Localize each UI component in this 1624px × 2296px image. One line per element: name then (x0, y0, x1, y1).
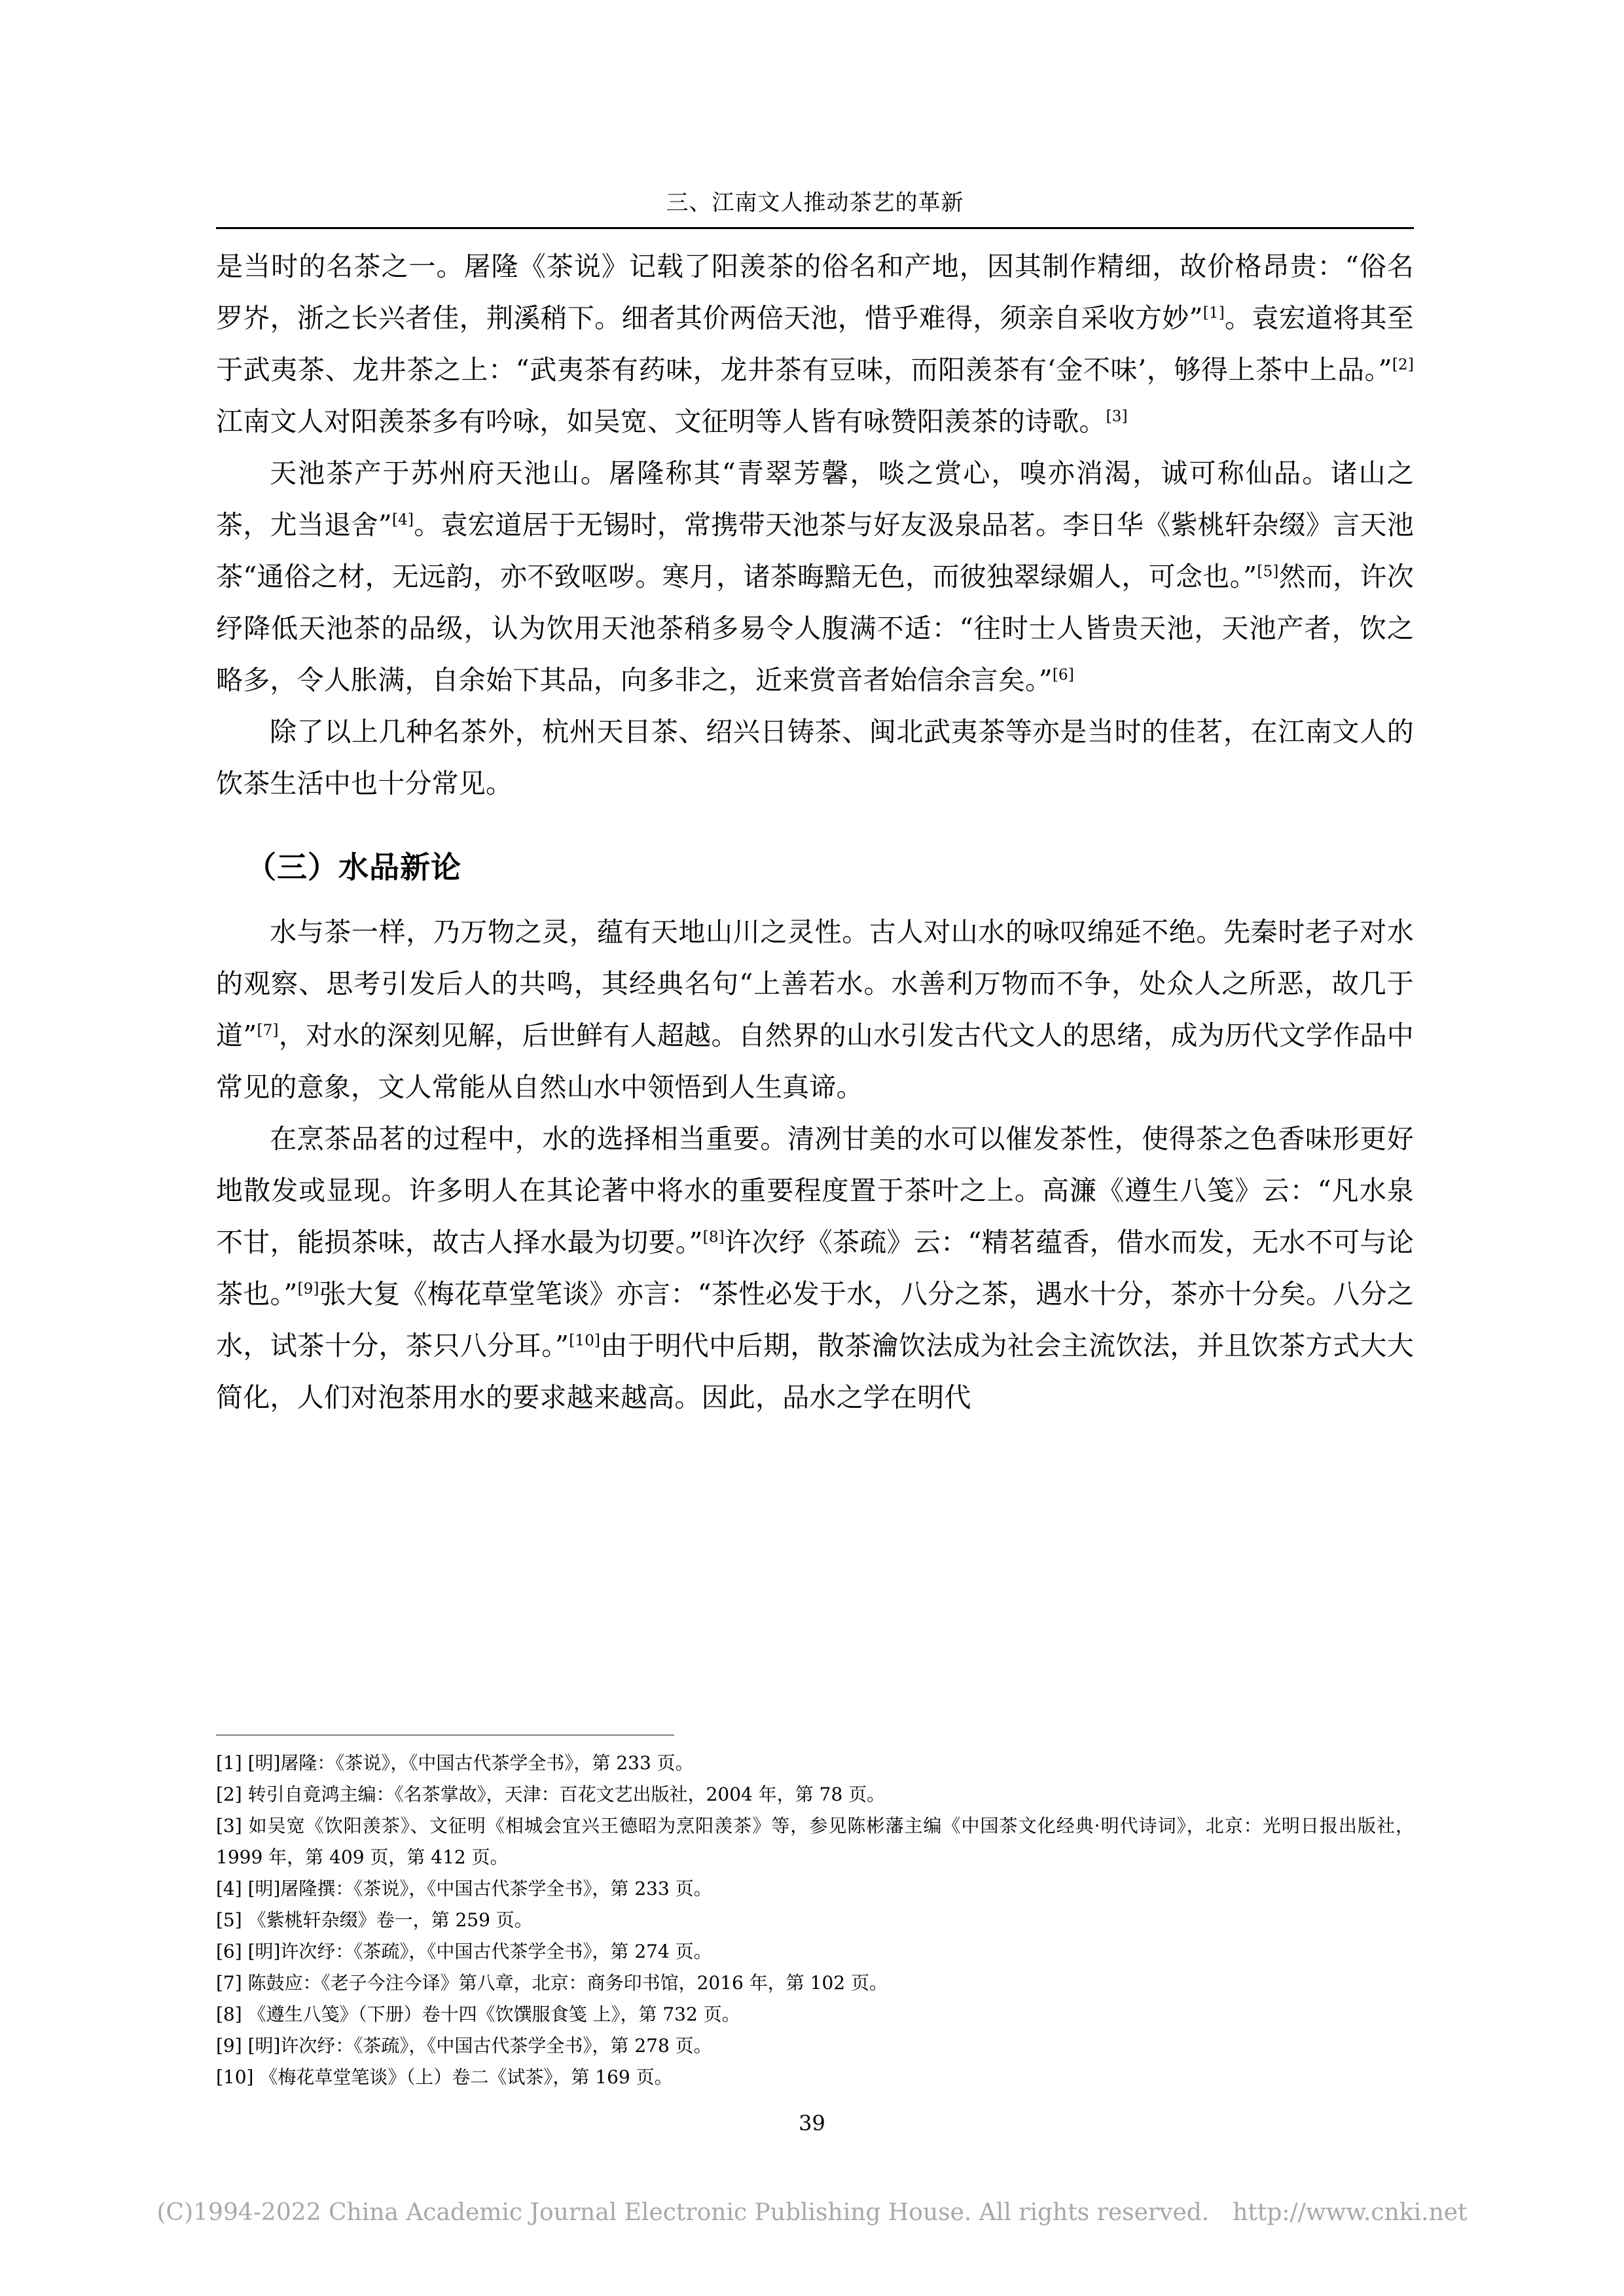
footnote-marker: [10] (216, 2066, 260, 2088)
page-content-column (216, 0, 1414, 1424)
body-text-block (216, 241, 1414, 810)
copyright-url: http://www.cnki.net (1233, 2199, 1468, 2226)
footnote-reference[interactable]: [7] (257, 1022, 279, 1039)
paragraph-text-run: 在烹茶品茗的过程中，水的选择相当重要。清冽甘美的水可以催发茶性，使得茶之色香味形更好地散发或显现。许多明人在其论著中将水的重要程度置于茶叶之上。高濂《遵生八笺》云：“凡水泉不甘，能损茶味，故古人择水最为切要。” (216, 1123, 1414, 1259)
section-heading: （三）水品新论 (246, 849, 461, 885)
footnote-reference[interactable]: [4] (391, 511, 414, 529)
running-head: 三、江南文人推动茶艺的革新 (666, 190, 964, 216)
header-rule (216, 227, 1414, 229)
footnote-marker: [9] (216, 2035, 248, 2056)
paragraph-group-upper (216, 241, 1414, 810)
paragraph-text-run: 由于明代中后期，散茶瀹饮法成为社会主流饮法，并且饮茶方式大大简化，人们对泡茶用水的要求越来越高。因此，品水之学在明代 (216, 1330, 1414, 1414)
footnote-item (216, 1905, 1414, 1936)
paragraph-group-section (216, 906, 1414, 1424)
paragraph-text-run: 是当时的名茶之一。屠隆《茶说》记载了阳羡茶的俗名和产地，因其制作精细，故价格昂贵：“俗名罗岕，浙之长兴者佳，荆溪稍下。细者其价两倍天池，惜乎难得，须亲自采收方妙” (216, 250, 1414, 334)
footnote-text: 如吴宽《饮阳羡茶》、文征明《相城会宜兴王德昭为烹阳羡茶》等，参见陈彬藩主编《中国茶文化经典·明代诗词》，北京：光明日报出版社，1999 年，第 409 页，第 412 页。 (216, 1815, 1414, 1868)
footnote-text: [明]屠隆：《茶说》，《中国古代茶学全书》，第 233 页。 (247, 1752, 694, 1774)
footnote-marker: [2] (216, 1784, 248, 1805)
copyright-text: (C)1994-2022 China Academic Journal Electronic Publishing House. All rights reserved. (156, 2199, 1210, 2226)
paragraph-text-run: 许次纾《茶疏》云：“精茗蕴香，借水而发，无水不可与论茶也。” (216, 1227, 1414, 1310)
footnote-item (216, 1936, 1414, 1967)
footnote-item (216, 1748, 1414, 1779)
footnote-reference[interactable]: [9] (297, 1280, 319, 1298)
footnote-marker: [1] (216, 1752, 248, 1774)
footnote-reference[interactable]: [10] (569, 1332, 601, 1350)
footnote-separator-rule (216, 1734, 674, 1736)
page-number: 39 (799, 2111, 825, 2136)
body-paragraph (216, 448, 1414, 706)
body-paragraph (216, 906, 1414, 1113)
paragraph-text-run: 除了以上几种名茶外，杭州天目茶、绍兴日铸茶、闽北武夷茶等亦是当时的佳茗，在江南文人的饮茶生活中也十分常见。 (216, 715, 1414, 799)
footnote-marker: [3] (216, 1815, 249, 1837)
paragraph-text-run: 然而，许次纾降低天池茶的品级，认为饮用天池茶稍多易令人腹满不适：“往时士人皆贵天池，天池产者，饮之略多，令人胀满，自余始下其品，向多非之，近来赏音者始信余言矣。” (216, 560, 1414, 696)
paragraph-text-run: 。袁宏道将其至于武夷茶、龙井茶之上：“武夷茶有药味，龙井茶有豆味，而阳羡茶有‘金不味’，够得上茶中上品。” (216, 302, 1414, 386)
footnote-reference[interactable]: [2] (1392, 356, 1414, 374)
paragraph-text-run: 江南文人对阳羡茶多有吟咏，如吴宽、文征明等人皆有咏赞阳羡茶的诗歌。 (216, 405, 1106, 437)
footnote-item (216, 2030, 1414, 2062)
footnote-item (216, 1810, 1414, 1873)
footnote-text: 《遵生八笺》（下册）卷十四《饮馔服食笺 上》，第 732 页。 (247, 2003, 740, 2025)
footnote-reference[interactable]: [6] (1052, 666, 1075, 684)
footnote-marker: [7] (216, 1972, 248, 1994)
footnote-text: 《梅花草堂笔谈》（上）卷二《试茶》，第 169 页。 (259, 2066, 673, 2088)
paragraph-text-run: 张大复《梅花草堂笔谈》亦言：“茶性必发于水，八分之茶，遇水十分，茶亦十分矣。八分之水，试茶十分，茶只八分耳。” (216, 1278, 1415, 1362)
paragraph-text-run: 水与茶一样，乃万物之灵，蕴有天地山川之灵性。古人对山水的咏叹绵延不绝。先秦时老子对水的观察、思考引发后人的共鸣，其经典名句“上善若水。水善利万物而不争，处众人之所恶，故几于道” (216, 916, 1414, 1052)
footnote-text: [明]许次纾：《茶疏》，《中国古代茶学全书》，第 278 页。 (247, 2035, 712, 2056)
footnote-text: [明]屠隆撰：《茶说》，《中国古代茶学全书》，第 233 页。 (247, 1878, 712, 1899)
footnote-item (216, 1873, 1414, 1905)
footnote-zone (216, 1734, 1414, 2093)
copyright-notice (0, 2199, 1624, 2226)
footnote-list (216, 1748, 1414, 2093)
footnote-reference[interactable]: [3] (1106, 408, 1128, 425)
paragraph-text-run: ，对水的深刻见解，后世鲜有人超越。自然界的山水引发古代文人的思绪，成为历代文学作品中常见的意象，文人常能从自然山水中领悟到人生真谛。 (216, 1020, 1414, 1103)
footnote-item (216, 1967, 1414, 1999)
footnote-marker: [5] (216, 1909, 248, 1931)
paragraph-text-run: 天池茶产于苏州府天池山。屠隆称其“青翠芳馨，啖之赏心，嗅亦消渴，诚可称仙品。诸山之茶，尤当退舍” (216, 457, 1414, 541)
body-paragraph (216, 1113, 1414, 1424)
footnote-text: [明]许次纾：《茶疏》，《中国古代茶学全书》，第 274 页。 (247, 1941, 712, 1962)
footnote-text: 转引自竟鸿主编：《名茶掌故》，天津：百花文艺出版社，2004 年，第 78 页。 (247, 1784, 886, 1805)
footnote-reference[interactable]: [1] (1202, 304, 1225, 322)
footnote-item (216, 1999, 1414, 2030)
footnote-marker: [8] (216, 2003, 248, 2025)
footnote-text: 陈鼓应：《老子今注今译》第八章，北京：商务印书馆，2016 年，第 102 页。 (247, 1972, 888, 1994)
footnote-item (216, 2062, 1414, 2093)
footnote-reference[interactable]: [5] (1257, 563, 1279, 581)
body-paragraph (216, 706, 1414, 810)
footnote-marker: [6] (216, 1941, 248, 1962)
body-paragraph (216, 241, 1414, 448)
paragraph-text-run: 。袁宏道居于无锡时，常携带天池茶与好友汲泉品茗。李日华《紫桃轩杂缀》言天池茶“通俗之材，无远韵，亦不致呕哕。寒月，诸茶晦黯无色，而彼独翠绿媚人，可念也。” (216, 509, 1414, 592)
footnote-item (216, 1779, 1414, 1810)
footnote-text: 《紫桃轩杂缀》卷一，第 259 页。 (247, 1909, 533, 1931)
footnote-reference[interactable]: [8] (702, 1229, 725, 1246)
footnote-marker: [4] (216, 1878, 248, 1899)
